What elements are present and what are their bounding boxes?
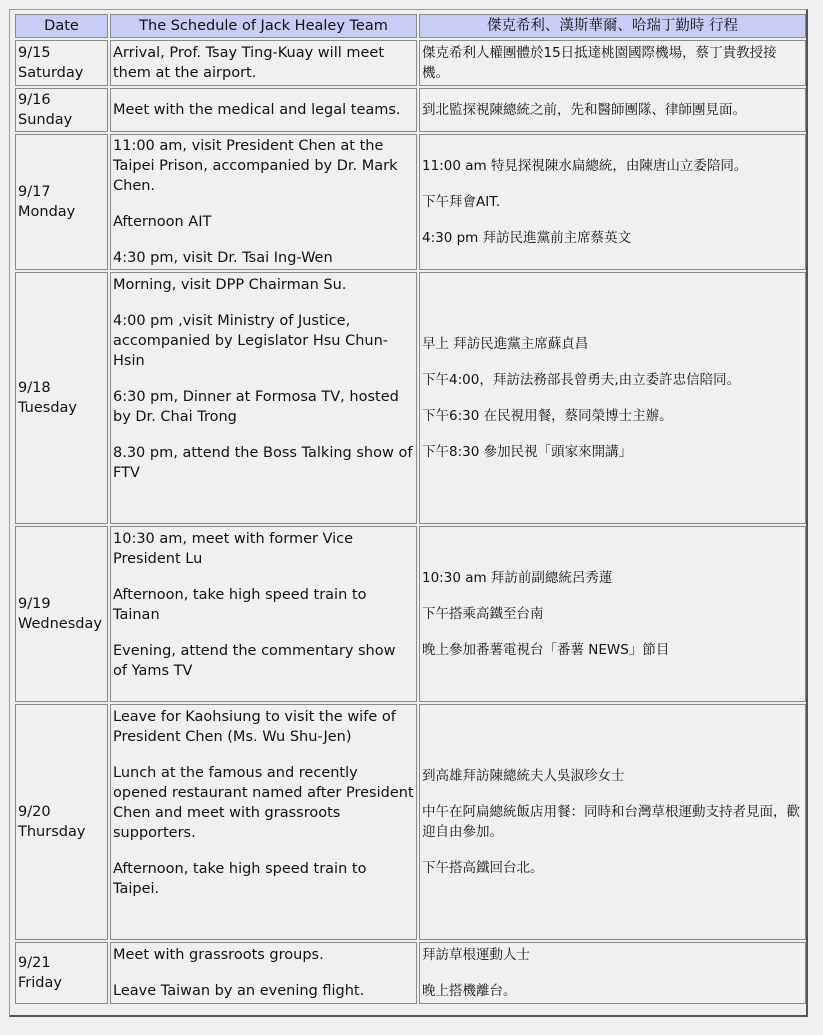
header-row xyxy=(15,14,806,38)
chinese-item: 拜訪草根運動人士 xyxy=(422,947,530,963)
day-label: Friday xyxy=(18,975,62,991)
date-cell xyxy=(15,272,108,524)
chinese-cell xyxy=(419,526,806,702)
header-date: Date xyxy=(15,14,108,38)
date-label: 9/18 xyxy=(18,380,51,396)
day-label: Wednesday xyxy=(18,616,102,632)
chinese-item: 晚上搭機離台。 xyxy=(422,983,517,999)
english-cell xyxy=(110,88,417,132)
table-row xyxy=(15,272,806,524)
schedule-table xyxy=(13,12,808,1006)
english-item: 10:30 am, meet with former Vice President Lu xyxy=(113,531,354,567)
chinese-cell xyxy=(419,88,806,132)
chinese-cell xyxy=(419,134,806,270)
english-item: Meet with the medical and legal teams. xyxy=(113,102,401,118)
chinese-item: 到高雄拜訪陳總統夫人吳淑珍女士 xyxy=(422,768,625,784)
header-english: The Schedule of Jack Healey Team xyxy=(110,14,417,38)
english-cell xyxy=(110,134,417,270)
chinese-item: 下午拜會AIT. xyxy=(422,194,501,210)
english-item: Leave Taiwan by an evening flight. xyxy=(113,983,365,999)
english-item: 11:00 am, visit President Chen at the Taipei Prison, accompanied by Dr. Mark Chen. xyxy=(113,138,398,194)
day-label: Tuesday xyxy=(18,400,77,416)
date-label: 9/21 xyxy=(18,955,51,971)
table-row xyxy=(15,942,806,1004)
english-item: Evening, attend the commentary show of Yams TV xyxy=(113,643,396,679)
day-label: Saturday xyxy=(18,65,84,81)
chinese-item: 4:30 pm 拜訪民進黨前主席蔡英文 xyxy=(422,230,632,246)
english-item: Afternoon, take high speed train to Tainan xyxy=(113,587,367,623)
english-item: Leave for Kaohsiung to visit the wife of President Chen (Ms. Wu Shu-Jen) xyxy=(113,709,396,745)
date-label: 9/19 xyxy=(18,596,51,612)
english-item: Meet with grassroots groups. xyxy=(113,947,324,963)
english-item: Morning, visit DPP Chairman Su. xyxy=(113,277,347,293)
english-item: 4:30 pm, visit Dr. Tsai Ing-Wen xyxy=(113,250,333,266)
date-label: 9/17 xyxy=(18,184,51,200)
english-item: 6:30 pm, Dinner at Formosa TV, hosted by Dr. Chai Trong xyxy=(113,389,399,425)
chinese-item: 下午搭高鐵回台北。 xyxy=(422,860,544,876)
chinese-item: 下午6:30 在民視用餐，蔡同榮博士主辦。 xyxy=(422,408,673,424)
chinese-item: 早上 拜訪民進黨主席蘇貞昌 xyxy=(422,336,589,352)
chinese-cell xyxy=(419,40,806,86)
date-label: 9/15 xyxy=(18,45,51,61)
english-cell xyxy=(110,942,417,1004)
date-cell xyxy=(15,40,108,86)
english-cell xyxy=(110,40,417,86)
date-cell xyxy=(15,704,108,940)
table-row xyxy=(15,88,806,132)
table-row xyxy=(15,134,806,270)
english-item: Afternoon AIT xyxy=(113,214,212,230)
table-row xyxy=(15,704,806,940)
table-row xyxy=(15,526,806,702)
chinese-item: 中午在阿扁總統飯店用餐：同時和台灣草根運動支持者見面，歡迎自由參加。 xyxy=(422,804,800,840)
chinese-cell xyxy=(419,704,806,940)
chinese-cell xyxy=(419,942,806,1004)
english-item: 8.30 pm, attend the Boss Talking show of FTV xyxy=(113,445,413,481)
chinese-item: 10:30 am 拜訪前副總統呂秀蓮 xyxy=(422,570,613,586)
day-label: Monday xyxy=(18,204,76,220)
day-label: Thursday xyxy=(18,824,86,840)
chinese-item: 傑克希利人權團體於15日抵達桃園國際機場，蔡丁貴教授接機。 xyxy=(422,45,777,81)
chinese-item: 11:00 am 特見探視陳水扁總統，由陳唐山立委陪同。 xyxy=(422,158,748,174)
english-cell xyxy=(110,704,417,940)
english-item: Lunch at the famous and recently opened restaurant named after President Chen and meet with grassroots supporters. xyxy=(113,765,414,841)
chinese-item: 到北監探視陳總統之前，先和醫師團隊、律師團見面。 xyxy=(422,102,746,118)
date-cell xyxy=(15,942,108,1004)
chinese-item: 下午8:30 參加民視「頭家來開講」 xyxy=(422,444,633,460)
date-label: 9/16 xyxy=(18,92,51,108)
chinese-cell xyxy=(419,272,806,524)
english-cell xyxy=(110,526,417,702)
chinese-item: 晚上參加番薯電視台「番薯 NEWS」節目 xyxy=(422,642,670,658)
day-label: Sunday xyxy=(18,112,73,128)
english-cell xyxy=(110,272,417,524)
chinese-item: 下午搭乘高鐵至台南 xyxy=(422,606,544,622)
date-label: 9/20 xyxy=(18,804,51,820)
english-item: 4:00 pm ,visit Ministry of Justice, accompanied by Legislator Hsu Chun-Hsin xyxy=(113,313,389,369)
english-item: Afternoon, take high speed train to Taipei. xyxy=(113,861,367,897)
date-cell xyxy=(15,134,108,270)
english-item: Arrival, Prof. Tsay Ting-Kuay will meet them at the airport. xyxy=(113,45,385,81)
date-cell xyxy=(15,526,108,702)
table-row xyxy=(15,40,806,86)
date-cell xyxy=(15,88,108,132)
chinese-item: 下午4:00，拜訪法務部長曾勇夫,由立委許忠信陪同。 xyxy=(422,372,741,388)
header-chinese: 傑克希利、漢斯華爾、哈瑞丁勤時 行程 xyxy=(419,14,806,38)
